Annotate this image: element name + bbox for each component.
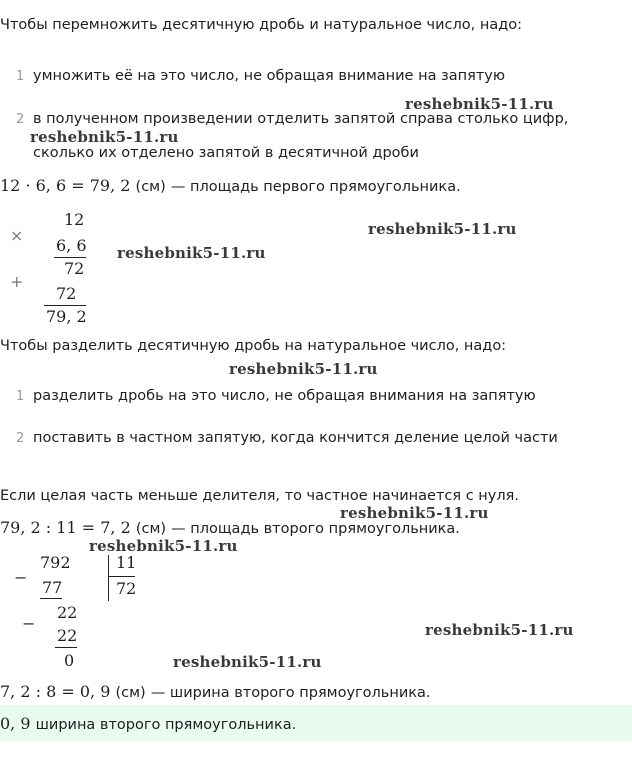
step-number: 1 <box>16 69 25 84</box>
step-number: 2 <box>16 431 25 446</box>
mult-factor-a: 12 <box>64 210 85 229</box>
division-dividend: 792 <box>40 553 71 572</box>
calc1-line <box>0 176 461 195</box>
division-underline-2 <box>55 647 77 648</box>
mult-partial-2: 72 <box>56 284 77 303</box>
watermark: reshebnik5-11.ru <box>89 537 238 555</box>
rule1-heading: Чтобы перемножить десятичную дробь и натуральное число, надо: <box>0 17 522 33</box>
mult-result: 79, 2 <box>46 307 87 326</box>
calc1-text: — площадь первого прямоугольника. <box>170 179 461 195</box>
mult-partial-1: 72 <box>64 259 85 278</box>
rule1-step1-text: умножить её на это число, не обращая внимание на запятую <box>33 68 506 84</box>
calc3-formula: 7, 2 : 8 = 0, 9 <box>0 682 111 701</box>
division-subtrahend-1: 77 <box>42 578 63 597</box>
mult-factor-b: 6, 6 <box>56 236 87 255</box>
minus-sign: − <box>22 614 36 633</box>
division-remainder-1: 22 <box>57 603 78 622</box>
rule2-step2-text: поставить в частном запятую, когда кончится деление целой части <box>33 430 558 446</box>
division-underline-1 <box>40 598 62 599</box>
step-number: 1 <box>16 389 25 404</box>
division-remainder-2: 0 <box>64 651 75 670</box>
answer-value: 0, 9 <box>0 714 31 733</box>
watermark: reshebnik5-11.ru <box>173 653 322 671</box>
rule1-step2-line1: в полученном произведении отделить запятой справа столько цифр, <box>33 111 569 127</box>
calc3-unit: (см) <box>115 685 146 701</box>
calc3-line <box>0 682 431 701</box>
division-bar <box>108 555 109 601</box>
division-divisor-line <box>109 576 135 577</box>
division-divisor: 11 <box>116 553 137 572</box>
mult-line-1 <box>54 257 86 258</box>
watermark: reshebnik5-11.ru <box>117 244 266 262</box>
watermark: reshebnik5-11.ru <box>340 504 489 522</box>
minus-sign: − <box>14 568 28 587</box>
calc1-formula: 12 · 6, 6 = 79, 2 <box>0 176 131 195</box>
answer-box <box>0 705 632 741</box>
calc1-unit: (см) <box>135 179 166 195</box>
mult-line-2 <box>44 305 86 306</box>
answer-text: ширина второго прямоугольника. <box>35 717 297 733</box>
calc3-text: — ширина второго прямоугольника. <box>150 685 431 701</box>
division-quotient: 72 <box>116 579 137 598</box>
note: Если целая часть меньше делителя, то частное начинается с нуля. <box>0 488 519 504</box>
rule1-step2-line2: сколько их отделено запятой в десятичной дроби <box>33 145 419 161</box>
answer-line <box>0 714 296 733</box>
rule2-heading: Чтобы разделить десятичную дробь на натуральное число, надо: <box>0 338 507 354</box>
watermark: reshebnik5-11.ru <box>368 220 517 238</box>
multiply-sign: × <box>10 226 24 245</box>
calc2-text: — площадь второго прямоугольника. <box>171 521 460 537</box>
watermark: reshebnik5-11.ru <box>405 95 554 113</box>
calc2-unit: (см) <box>135 521 167 537</box>
watermark: reshebnik5-11.ru <box>30 128 179 146</box>
plus-sign: + <box>10 272 24 291</box>
calc2-formula: 79, 2 : 11 = 7, 2 <box>0 518 131 537</box>
division-subtrahend-2: 22 <box>57 626 78 645</box>
step-number: 2 <box>16 112 25 127</box>
rule2-step1-text: разделить дробь на это число, не обращая внимания на запятую <box>33 388 536 404</box>
watermark: reshebnik5-11.ru <box>425 621 574 639</box>
watermark: reshebnik5-11.ru <box>229 360 378 378</box>
